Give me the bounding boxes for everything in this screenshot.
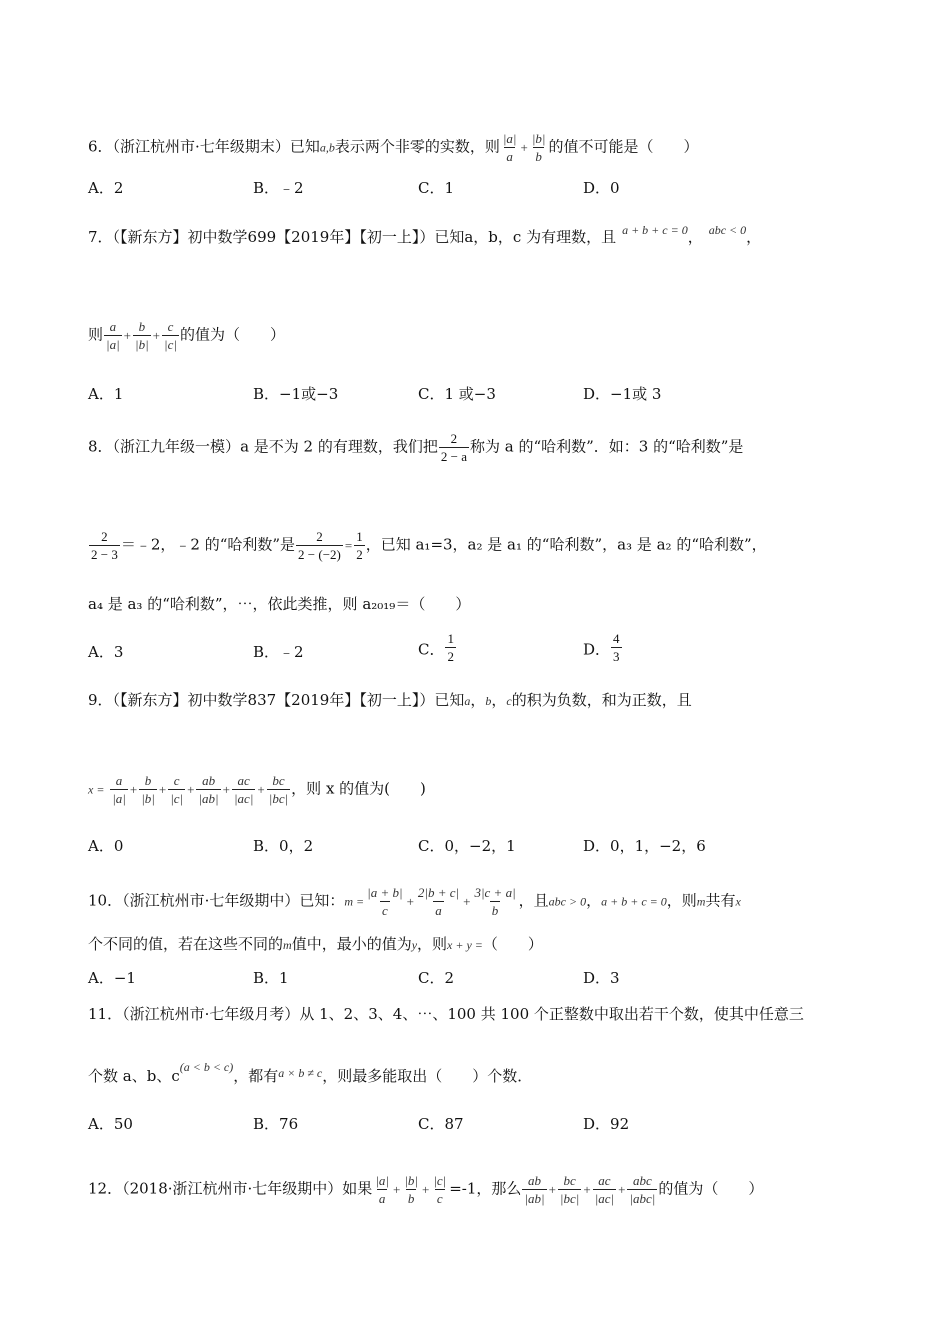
fraction: $\frac{2}{2 - 3}$ bbox=[91, 529, 118, 562]
question-7-line2: 则 $\frac{a}{|a|}$ + $\frac{b}{|b|}$ + $\frac{c}{|c|}$ 的值为（ ） bbox=[88, 319, 285, 352]
option-a[interactable]: A．3 bbox=[88, 643, 124, 661]
fraction: $\frac{1}{2}$ bbox=[356, 529, 363, 562]
fraction: $\frac{|a|}{a}$ bbox=[502, 131, 517, 164]
option-d[interactable]: D． $\frac{4}{3}$ bbox=[583, 631, 620, 664]
question-text: 称为 a 的“哈利数”．如：3 的“哈利数”是 bbox=[469, 437, 744, 456]
option-d[interactable]: D．0 bbox=[583, 179, 620, 197]
question-text: 的值不可能是（ ） bbox=[548, 137, 699, 156]
math-vars: a,b bbox=[319, 140, 335, 155]
question-11 bbox=[88, 1004, 804, 1024]
option-d[interactable]: D．92 bbox=[583, 1115, 630, 1133]
option-b[interactable]: B．﹣2 bbox=[253, 179, 304, 197]
question-text: a 是不为 2 的有理数，我们把 bbox=[240, 437, 438, 456]
question-text: ，已知 a₁=3，a₂ 是 a₁ 的“哈利数”，a₃ 是 a₂ 的“哈利数”， bbox=[365, 535, 767, 554]
question-source: （浙江杭州市·七年级期中）已知： bbox=[122, 891, 345, 910]
option-b[interactable]: B．﹣2 bbox=[253, 643, 304, 661]
question-source: （2018·浙江杭州市·七年级期中）如果 bbox=[122, 1179, 373, 1198]
question-text: 从 1、2、3、4、⋯、100 共 100 个正整数中取出若干个数，使其中任意三 bbox=[299, 1005, 804, 1023]
question-source: （浙江杭州市·七年级月考） bbox=[122, 1005, 300, 1023]
option-a[interactable]: A．0 bbox=[88, 837, 124, 855]
question-text: a，b，c 为有理数，且 bbox=[464, 228, 617, 246]
option-a[interactable]: A．1 bbox=[88, 385, 124, 403]
question-7: 7．（【新东方】初中数学699【2019年】【初一上】）已知a，b，c 为有理数，且 $^{a + b + c = 0}$， $^{abc < 0}$， bbox=[88, 223, 762, 246]
fraction: $\frac{|b|}{b}$ bbox=[531, 131, 546, 164]
question-text: a₄ 是 a₃ 的“哈利数”，⋯，依此类推，则 a₂₀₁₉＝（ ） bbox=[88, 595, 471, 613]
fraction: $\frac{a}{|a|}$ bbox=[106, 319, 120, 352]
question-10-line2: 个不同的值，若在这些不同的m值中，最小的值为y，则x + y =（ ） bbox=[88, 935, 543, 953]
question-source: （浙江九年级一模） bbox=[112, 437, 241, 456]
question-12: 12．（2018·浙江杭州市·七年级期中）如果 $\frac{|a|}{a}$ + $\frac{|b|}{b}$ + $\frac{|c|}{c}$ =-1，那么 $\frac{ab}{|ab|}$ + $\frac{bc}{|bc|}$ + $\frac{ac}{|ac|}$ + $\frac{\text{abc}}{\text{|abc|}}$ 的值为（ ） bbox=[88, 1173, 764, 1206]
option-b[interactable]: B．1 bbox=[253, 969, 289, 987]
math-condition: a + b + c = 0 bbox=[622, 223, 688, 237]
question-number: 9． bbox=[88, 691, 113, 709]
question-text: ，则 x 的值为( ) bbox=[291, 779, 426, 798]
fraction: $\frac{2}{2 - a}$ bbox=[440, 431, 467, 464]
question-number: 8． bbox=[88, 437, 113, 456]
math-expression: x = bbox=[88, 782, 105, 797]
option-c[interactable]: C．2 bbox=[418, 969, 455, 987]
option-c[interactable]: C． $\frac{1}{2}$ bbox=[418, 631, 454, 664]
question-number: 7． bbox=[88, 228, 113, 246]
question-source: （浙江杭州市·七年级期末）已知 bbox=[112, 137, 320, 156]
option-c[interactable]: C．1 或−3 bbox=[418, 385, 496, 403]
option-d[interactable]: D．3 bbox=[583, 969, 620, 987]
question-text: ＝﹣2，﹣2 的“哈利数”是 bbox=[120, 535, 296, 554]
question-9: 9．（【新东方】初中数学837【2019年】【初一上】）已知a，b，c的积为负数，和为正数，且 bbox=[88, 691, 692, 709]
question-text: 的积为负数，和为正数，且 bbox=[511, 691, 692, 709]
question-text: 表示两个非零的实数，则 bbox=[334, 137, 500, 156]
option-c[interactable]: C．87 bbox=[418, 1115, 464, 1133]
fraction: $\frac{b}{|b|}$ bbox=[135, 319, 149, 352]
fraction: $\frac{2}{2 - (-2)}$ bbox=[298, 529, 341, 562]
option-a[interactable]: A．50 bbox=[88, 1115, 133, 1133]
question-8-line3 bbox=[88, 594, 470, 614]
option-a[interactable]: A．2 bbox=[88, 179, 124, 197]
option-d[interactable]: D．−1或 3 bbox=[583, 385, 662, 403]
option-a[interactable]: A．−1 bbox=[88, 969, 136, 987]
option-c[interactable]: C．0，−2，1 bbox=[418, 837, 516, 855]
option-b[interactable]: B．0，2 bbox=[253, 837, 314, 855]
option-b[interactable]: B．76 bbox=[253, 1115, 299, 1133]
math-condition: abc < 0 bbox=[708, 223, 747, 237]
question-number: 10． bbox=[88, 891, 123, 910]
option-c[interactable]: C．1 bbox=[418, 179, 455, 197]
question-number: 11． bbox=[88, 1005, 123, 1023]
question-10: 10．（浙江杭州市·七年级期中）已知：m = $\frac{|a + b|}{c}$ + $\frac{2|b + c|}{a}$ + $\frac{3|c + a|}{b}$ ，且abc > 0，a + b + c = 0，则m共有x bbox=[88, 885, 741, 918]
option-d[interactable]: D．0，1，−2，6 bbox=[583, 837, 706, 855]
question-6: 6．（浙江杭州市·七年级期末）已知a,b表示两个非零的实数，则 $\frac{|a|}{a}$ + $\frac{|b|}{b}$ 的值不可能是（ ） bbox=[88, 131, 699, 164]
question-11-line2: 个数 a、b、$c^{(a < b < c)}$，都有$^{a \times b \ne c}$，则最多能取出（ ）个数． bbox=[88, 1060, 533, 1085]
option-b[interactable]: B．−1或−3 bbox=[253, 385, 339, 403]
question-text: 则 bbox=[88, 325, 104, 344]
question-text: 的值为（ ） bbox=[179, 325, 285, 344]
question-source: （【新东方】初中数学699【2019年】【初一上】）已知 bbox=[112, 228, 465, 246]
question-9-line2: x = $\frac{a}{|a|}$ + $\frac{b}{|b|}$ + $\frac{c}{|c|}$ + $\frac{ab}{|ab|}$ + $\frac{ac}{|ac|}$ + $\frac{bc}{|bc|}$ ，则 x 的值为( ) bbox=[88, 773, 426, 806]
question-number: 12． bbox=[88, 1179, 123, 1198]
question-8 bbox=[88, 430, 743, 465]
question-8-line2: $\frac{2}{2 - 3}$ ＝﹣2，﹣2 的“哈利数”是 $\frac{2}{2 - (-2)}$ = $\frac{1}{2}$ ，已知 a₁=3，a₂ 是 a₁ 的“哈利数”，a₃ 是 a₂ 的“哈利数”， bbox=[91, 529, 767, 562]
fraction: $\frac{c}{|c|}$ bbox=[164, 319, 177, 352]
question-source: （【新东方】初中数学837【2019年】【初一上】）已知 bbox=[112, 691, 465, 709]
question-number: 6． bbox=[88, 137, 113, 156]
